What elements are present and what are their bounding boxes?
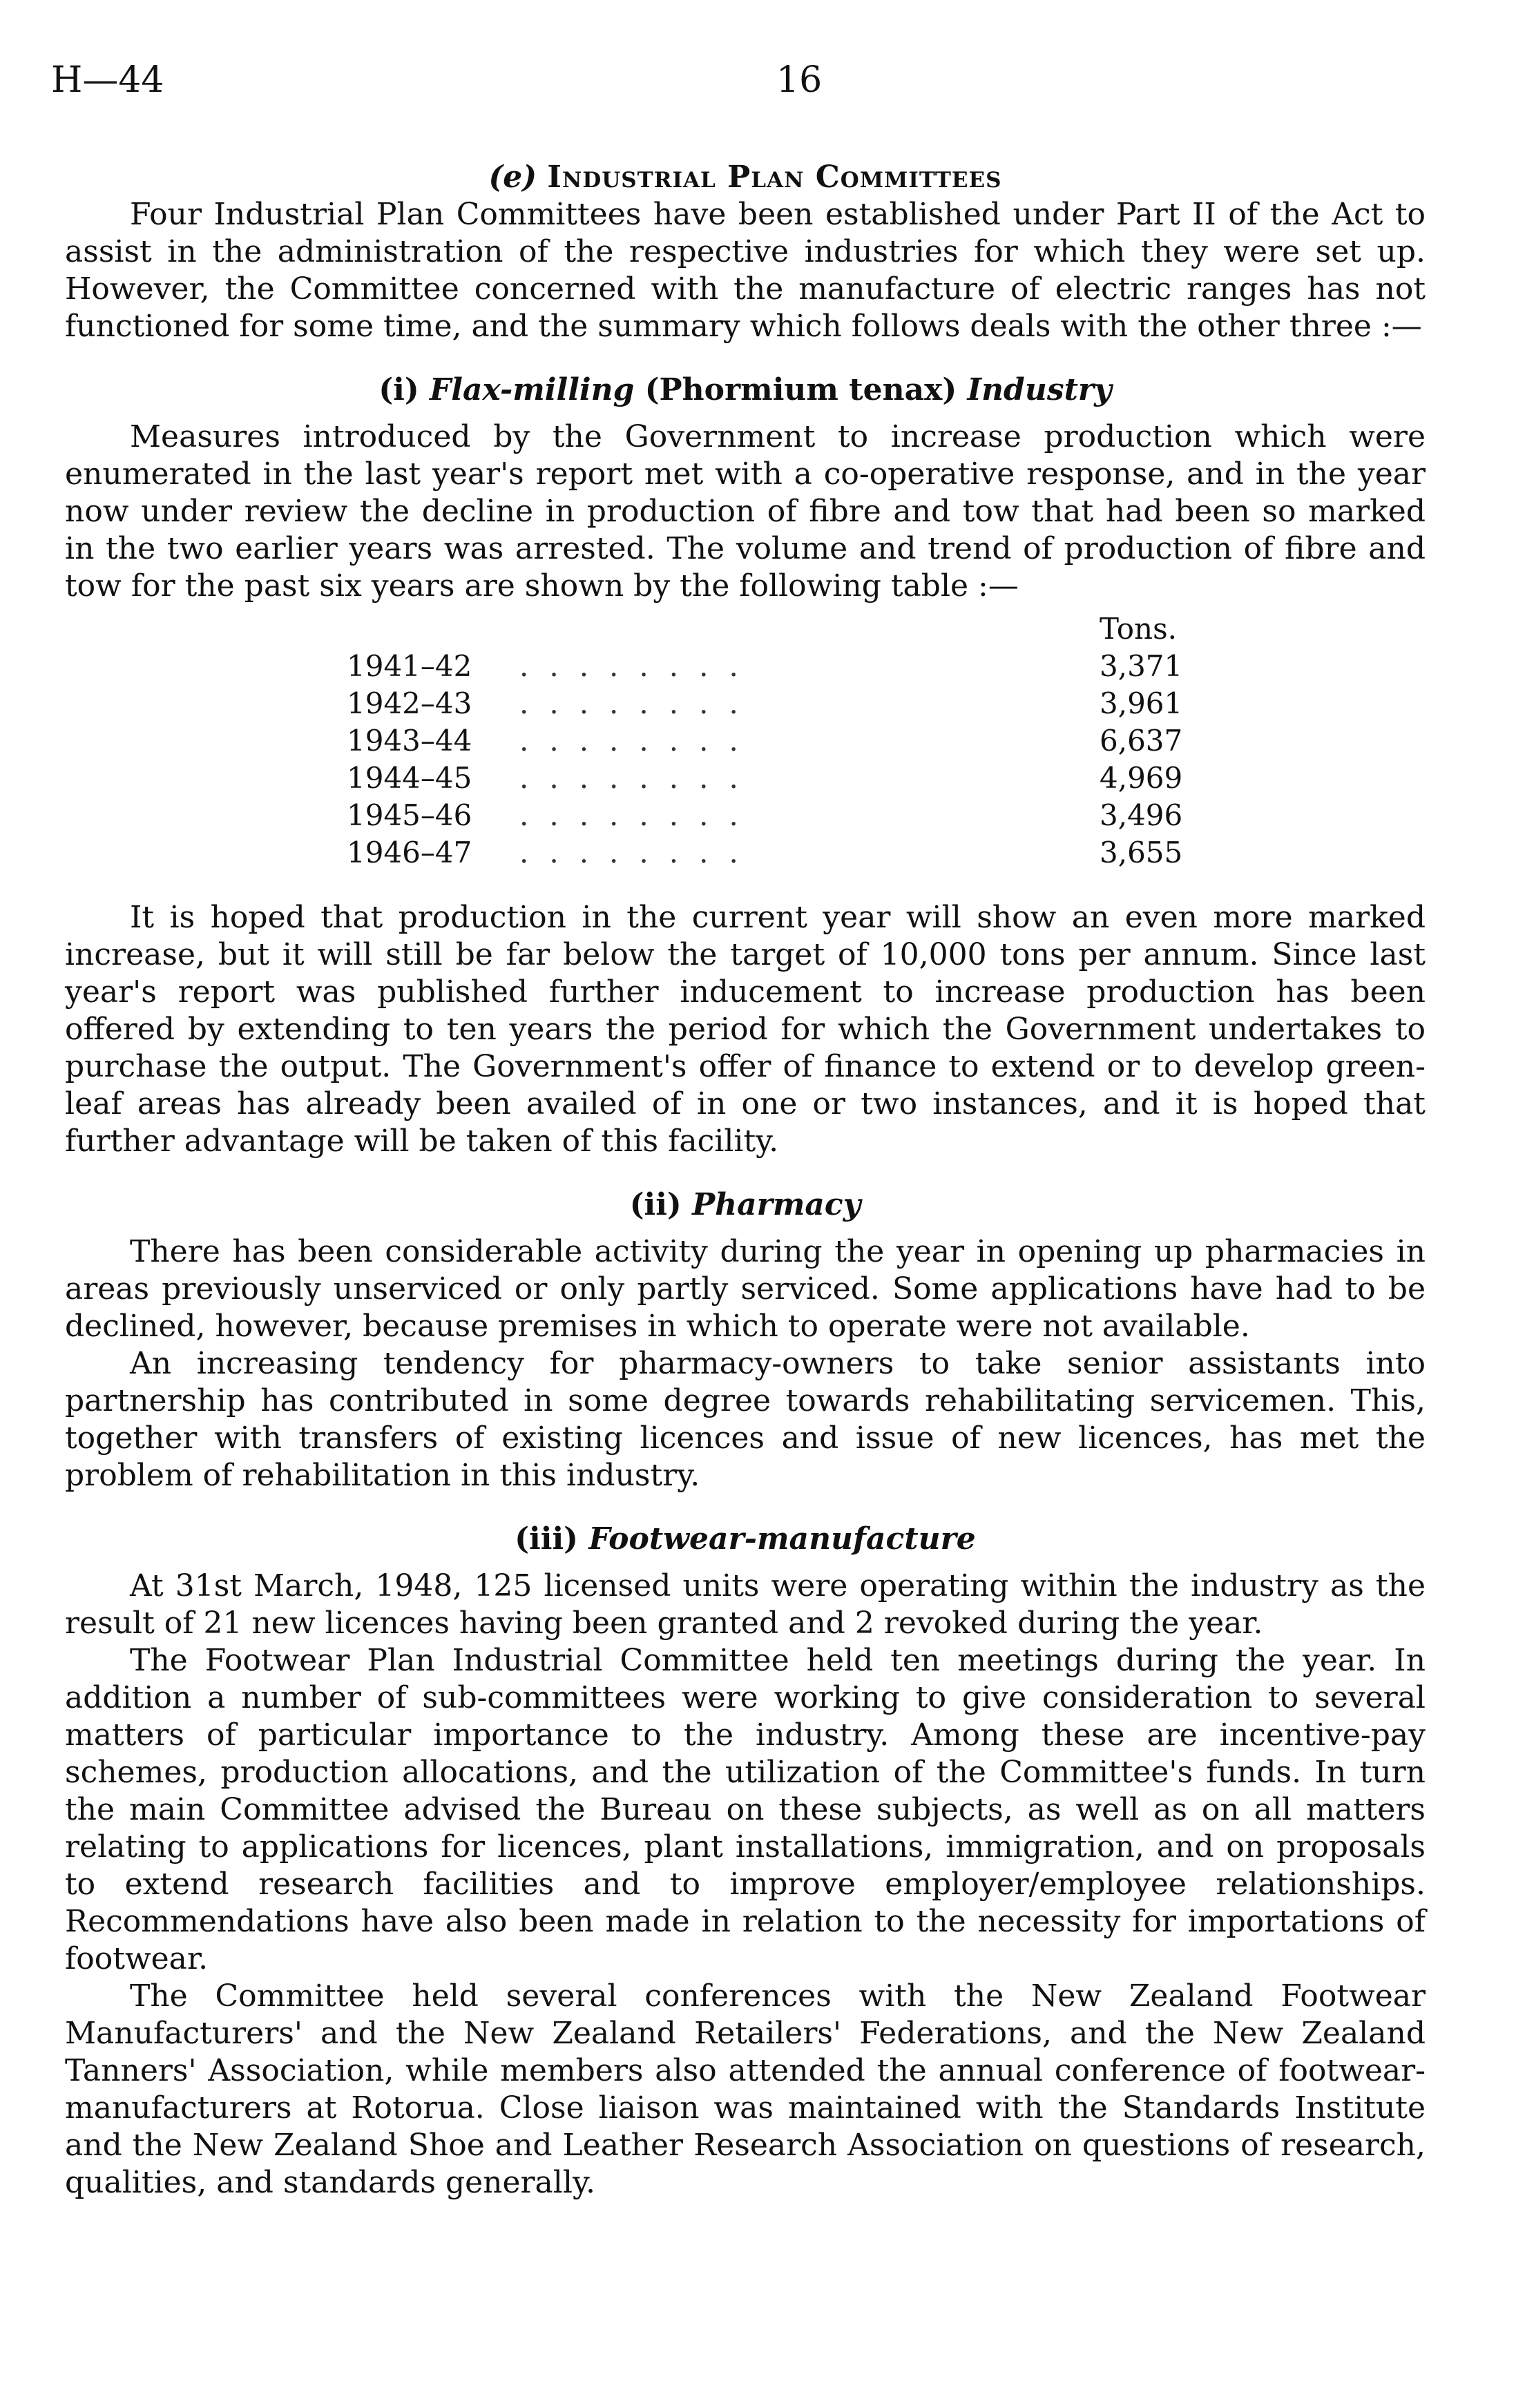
table-row: [347, 685, 1238, 722]
subheading-label: (ii): [629, 1187, 682, 1222]
year-cell: 1945–46: [347, 798, 472, 832]
leader-dots: ........: [519, 724, 759, 758]
production-table: [347, 610, 1238, 871]
subheading-flax-milling: [65, 372, 1426, 409]
subheading-title: Footwear-manufacture: [588, 1521, 976, 1557]
tons-cell: 3,655: [1100, 836, 1183, 869]
subheading-label: (i): [378, 372, 419, 407]
year-cell: 1941–42: [347, 649, 472, 683]
leader-dots: ........: [519, 686, 759, 720]
document-reference: H—44: [51, 59, 164, 101]
section-label: (e): [488, 160, 537, 195]
leader-dots: ........: [519, 836, 759, 869]
year-cell: 1943–44: [347, 724, 472, 758]
tons-cell: 3,961: [1100, 686, 1183, 720]
paragraph: At 31st March, 1948, 125 licensed units were operating within the industry as the result of 21 new licences having been granted and 2 revoked during the year.: [65, 1568, 1426, 1641]
year-cell: 1946–47: [347, 836, 472, 869]
leader-dots: ........: [519, 798, 759, 832]
paragraph: The Footwear Plan Industrial Committee held ten meetings during the year. In addition a number of sub-committees were working to give consideration to several matters of particular importance to the industry. Among these are incentive-pay schemes, production allocations, and the utilization of the Committee's funds. In turn the main Committee advised the Bureau on these subjects, as well as on all matters relating to applications for licences, plant installations, immigration, and on proposals to extend research facilities and to improve employer/employee relationships. Recommendations have also been made in relation to the necessity for importations of footwear.: [65, 1643, 1426, 1976]
page-body: [65, 159, 1426, 2202]
subheading-title: Flax-milling: [430, 372, 635, 407]
leader-dots: ........: [519, 649, 759, 683]
table-row: [347, 760, 1238, 797]
subheading-title-suffix: Industry: [967, 372, 1112, 407]
year-cell: 1942–43: [347, 686, 472, 720]
section-heading-industrial-plan-committees: [65, 159, 1426, 196]
paragraph: An increasing tendency for pharmacy-owners to take senior assistants into partnership has contributed in some degree towards rehabilitating servicemen. This, together with transfers of existing licences and issue of new licences, has met the problem of rehabilitation in this industry.: [65, 1346, 1426, 1493]
year-cell: 1944–45: [347, 761, 472, 795]
subheading-title: Pharmacy: [692, 1187, 861, 1222]
page-header: [51, 59, 1465, 108]
page-number: 16: [776, 59, 823, 101]
subheading-species: (Phormium tenax): [644, 372, 957, 407]
tons-cell: 3,496: [1100, 798, 1183, 832]
section-title: Industrial Plan Committees: [547, 160, 1002, 195]
paragraph: There has been considerable activity during the year in opening up pharmacies in areas previously unserviced or only partly serviced. Some applications have had to be declined, however, because premises in which to operate were not available.: [65, 1234, 1426, 1344]
tons-cell: 6,637: [1100, 724, 1183, 758]
paragraph: The Committee held several conferences with the New Zealand Footwear Manufacturers' and the New Zealand Retailers' Federations, and the New Zealand Tanners' Association, while members also attended the annual conference of footwear-manufacturers at Rotorua. Close liaison was maintained with the Standards Institute and the New Zealand Shoe and Leather Research Association on questions of research, qualities, and standards generally.: [65, 1978, 1426, 2200]
tons-cell: 4,969: [1100, 761, 1183, 795]
paragraph: Measures introduced by the Government to increase production which were enumerated in the last year's report met with a co-operative response, and in the year now under review the decline in production of fibre and tow that had been so marked in the two earlier years was arrested. The volume and trend of production of fibre and tow for the past six years are shown by the following table :—: [65, 419, 1426, 604]
paragraph: It is hoped that production in the current year will show an even more marked increase, but it will still be far below the target of 10,000 tons per annum. Since last year's report was published further inducement to increase production has been offered by extending to ten years the period for which the Government undertakes to purchase the output. The Government's offer of finance to extend or to develop green-leaf areas has already been availed of in one or two instances, and it is hoped that further advantage will be taken of this facility.: [65, 900, 1426, 1159]
subheading-footwear-manufacture: [65, 1521, 1426, 1558]
paragraph: Four Industrial Plan Committees have been established under Part II of the Act to assist in the administration of the respective industries for which they were set up. However, the Committee concerned with the manufacture of electric ranges has not functioned for some time, and the summary which follows deals with the other three :—: [65, 197, 1426, 344]
table-row: [347, 797, 1238, 834]
tons-cell: 3,371: [1100, 649, 1183, 683]
subheading-pharmacy: [65, 1186, 1426, 1224]
column-header-tons: Tons.: [1100, 612, 1177, 646]
subheading-label: (iii): [515, 1521, 578, 1557]
leader-dots: ........: [519, 761, 759, 795]
table-header-row: [347, 610, 1238, 648]
table-row: [347, 834, 1238, 871]
table-row: [347, 648, 1238, 685]
table-row: [347, 722, 1238, 760]
